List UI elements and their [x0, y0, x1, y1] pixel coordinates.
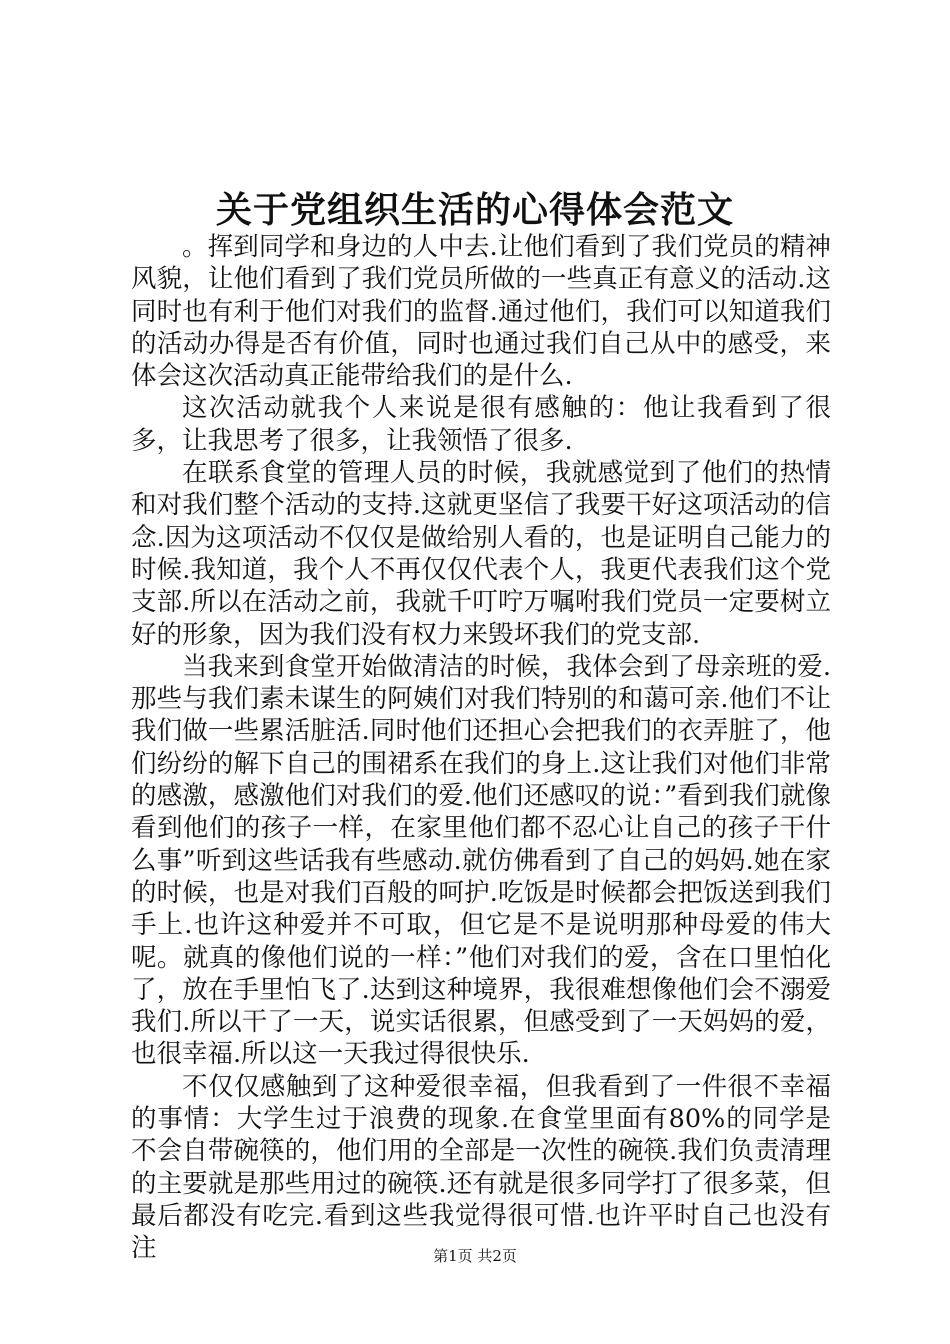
paragraph: 不仅仅感触到了这种爱很幸福，但我看到了一件很不幸福的事情：大学生过于浪费的现象.在食堂里面有80%的同学是不会自带碗筷的，他们用的全部是一次性的碗筷.我们负责清理的主要就是那些用过的碗筷.还有就是很多同学打了很多菜，但最后都没有吃完.看到这些我觉得很可惜.也许平时自己也没有注 [131, 1071, 831, 1264]
page-footer: 第1页 共2页 [433, 1247, 517, 1265]
paragraph: 当我来到食堂开始做清洁的时候，我体会到了母亲班的爱.那些与我们素未谋生的阿姨们对我们特别的和蔼可亲.他们不让我们做一些累活脏活.同时他们还担心会把我们的衣弄脏了，他们纷纷的解下自己的围裙系在我们的身上.这让我们对他们非常的感激，感激他们对我们的爱.他们还感叹的说：”看到我们就像看到他们的孩子一样，在家里他们都不忍心让自己的孩子干什么事”听到这些话我有些感动.就仿佛看到了自己的妈妈.她在家的时候，也是对我们百般的呵护.吃饭是时候都会把饭送到我们手上.也许这种爱并不可取，但它是不是说明那种母爱的伟大呢。就真的像他们说的一样：”他们对我们的爱，含在口里怕化了，放在手里怕飞了.达到这种境界，我很难想像他们会不溺爱我们.所以干了一天，说实话很累，但感受到了一天妈妈的爱，也很幸福.所以这一天我过得很快乐. [131, 651, 831, 1070]
paragraph: 在联系食堂的管理人员的时候，我就感觉到了他们的热情和对我们整个活动的支持.这就更坚信了我要干好这项活动的信念.因为这项活动不仅仅是做给别人看的，也是证明自己能力的时候.我知道，我个人不再仅仅代表个人，我更代表我们这个党支部.所以在活动之前，我就千叮咛万嘱咐我们党员一定要树立好的形象，因为我们没有权力来毁坏我们的党支部. [131, 458, 831, 650]
document-title: 关于党组织生活的心得体会范文 [215, 189, 734, 231]
paragraph: 。挥到同学和身边的人中去.让他们看到了我们党员的精神风貌，让他们看到了我们党员所做的一些真正有意义的活动.这同时也有利于他们对我们的监督.通过他们，我们可以知道我们的活动办得是否有价值，同时也通过我们自己从中的感受，来体会这次活动真正能带给我们的是什么. [131, 232, 831, 392]
document-body [131, 231, 831, 1265]
paragraph: 这次活动就我个人来说是很有感触的：他让我看到了很多，让我思考了很多，让我领悟了很多. [131, 393, 831, 456]
